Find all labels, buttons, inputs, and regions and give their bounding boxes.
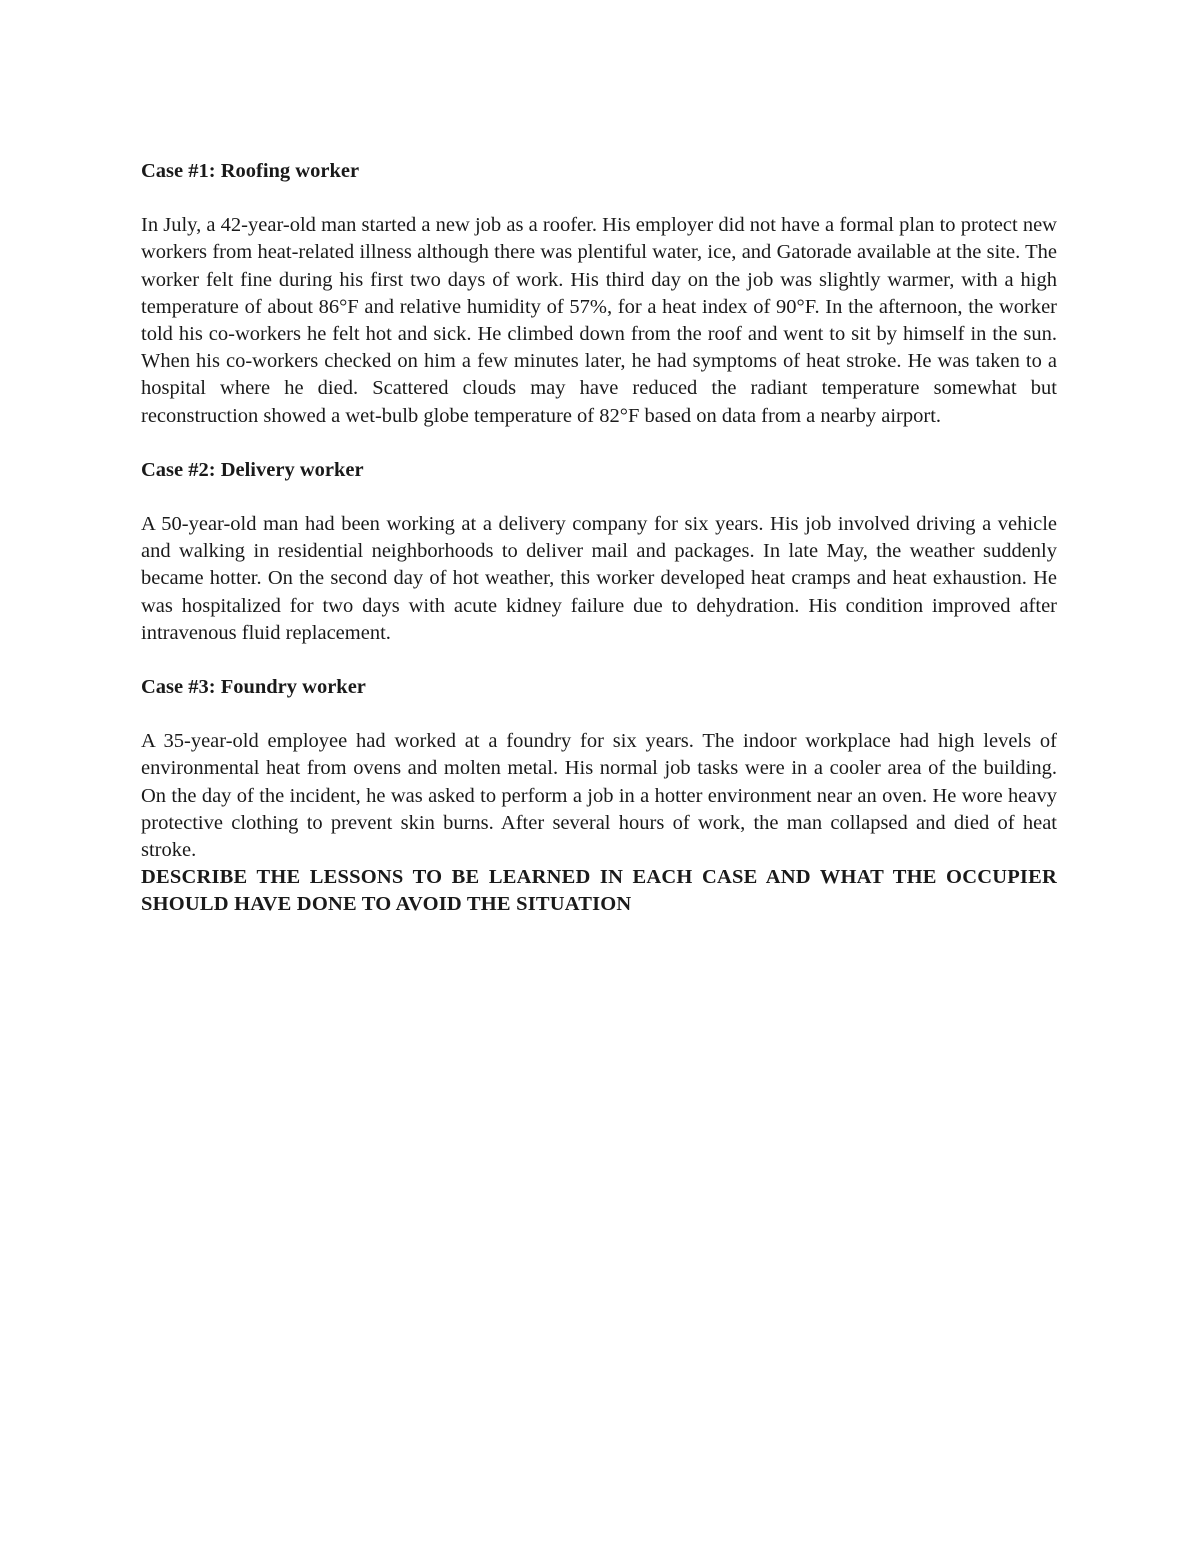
spacer <box>141 484 1057 511</box>
case-3-body: A 35-year-old employee had worked at a foundry for six years. The indoor workplace had high levels of environmental heat from ovens and molten metal. His normal job tasks were in a cooler area of the building. On the day of the incident, he was asked to perform a job in a hotter environment near an oven. He wore heavy protective clothing to prevent skin burns. After several hours of work, the man collapsed and died of heat stroke. <box>141 730 1057 862</box>
spacer <box>141 647 1057 674</box>
spacer <box>141 185 1057 212</box>
case-2-title: Case #2: Delivery worker <box>141 458 364 481</box>
assignment-instruction: DESCRIBE THE LESSONS TO BE LEARNED IN EACH CASE AND WHAT THE OCCUPIER SHOULD HAVE DONE TO AVOID THE SITUATION <box>141 866 1057 916</box>
document-page <box>141 158 1057 919</box>
case-1-title: Case #1: Roofing worker <box>141 160 360 182</box>
case-2-body: A 50-year-old man had been working at a delivery company for six years. His job involved driving a vehicle and walking in residential neighborhoods to deliver mail and packages. In late May, the weather suddenly became hotter. On the second day of hot weather, this worker developed heat cramps and heat exhaustion. He was hospitalized for two days with acute kidney failure due to dehydration. His condition improved after intravenous fluid replacement. <box>141 513 1057 644</box>
case-3-title: Case #3: Foundry worker <box>141 676 366 699</box>
case-1-body: In July, a 42-year-old man started a new job as a roofer. His employer did not have a formal plan to protect new workers from heat-related illness although there was plentiful water, ice, and Gatorade available at the site. The worker felt fine during his first two days of work. His third day on the job was slightly warmer, with a high temperature of about 86°F and relative humidity of 57%, for a heat index of 90°F. In the afternoon, the worker told his co-workers he felt hot and sick. He climbed down from the roof and went to sit by himself in the sun. When his co-workers checked on him a few minutes later, he had symptoms of heat stroke. He was taken to a hospital where he died. Scattered clouds may have reduced the radiant temperature somewhat but reconstruction showed a wet-bulb globe temperature of 82°F based on data from a nearby airport. <box>141 214 1057 427</box>
spacer <box>141 701 1057 728</box>
spacer <box>141 430 1057 457</box>
